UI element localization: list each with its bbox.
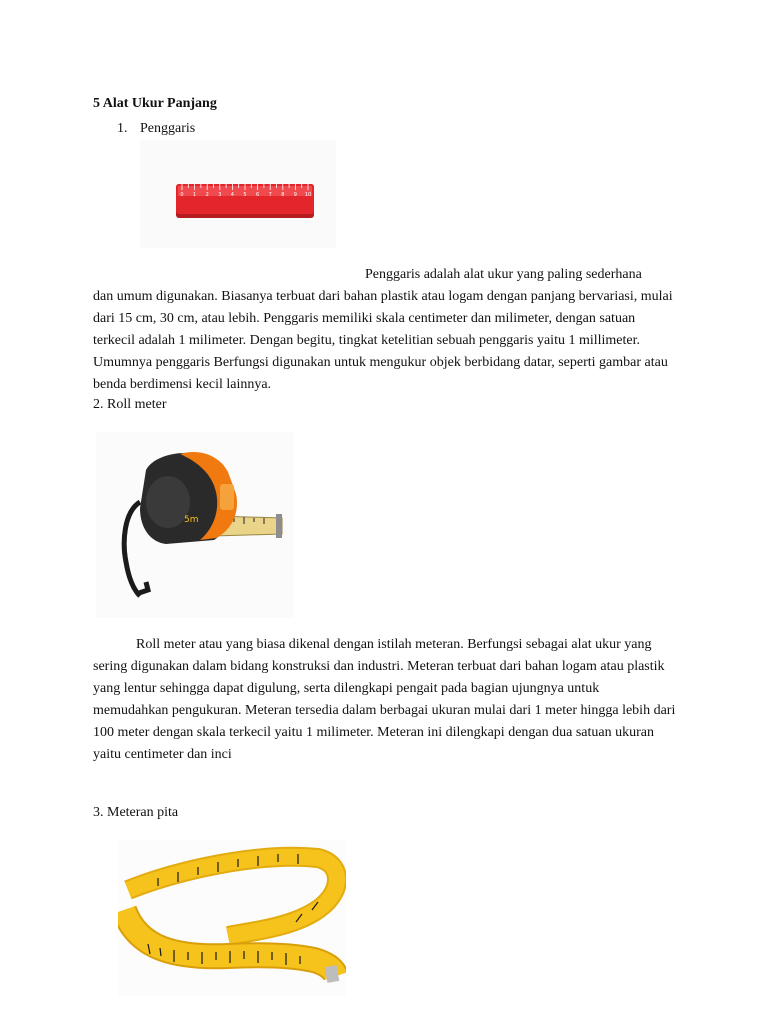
ruler-tick-label: 10 [304,192,312,198]
document-title: 5 Alat Ukur Panjang [93,96,217,111]
ruler-illustration [140,140,336,248]
section-1-paragraph-first-line: Penggaris adalah alat ukur yang paling sederhana [365,267,642,282]
tape-hook [276,514,282,538]
ruler-tick-label: 8 [281,192,285,198]
section-1-paragraph [93,264,676,396]
ruler-tick-label: 3 [218,192,222,198]
ruler-tick-label: 0 [180,192,184,198]
ruler-tick-label: 5 [243,192,247,198]
ruler-tick-label: 7 [268,192,272,198]
section-1-paragraph-rest: dan umum digunakan. Biasanya terbuat dari bahan plastik atau logam dengan panjang bervariasi, mulai dari 15 cm, 30 cm, atau lebih. Penggaris memiliki skala centimeter dan milimeter, dengan satuan terkecil adalah 1 milimeter. Dengan begitu, tingkat ketelitian sebuah penggaris yaitu 1 millimeter. Umumnya penggaris Berfungsi digunakan untuk mengukur objek berbidang datar, seperti gambar atau benda berdimensi kecil lainnya. [93,289,673,392]
measuring-tape-illustration [118,840,346,996]
ruler-tick-label: 1 [193,192,197,198]
ruler-tick-label: 4 [230,192,234,198]
section-2-paragraph: Roll meter atau yang biasa dikenal dengan istilah meteran. Berfungsi sebagai alat ukur yang sering digunakan dalam bidang konstruksi dan industri. Meteran terbuat dari bahan logam atau plastik yang lentur sehingga dapat digulung, serta dilengkapi pengait pada bagian ujungnya untuk memudahkan pengukuran. Meteran tersedia dalam berbagai ukuran mulai dari 1 meter hingga lebih dari 100 meter dengan skala terkecil yaitu 1 milimeter. Meteran ini dilengkapi dengan dua satuan ukuran yaitu centimeter dan inci [93,637,676,762]
section-1-number: 1. [117,121,128,136]
tape-case-label: 5m [184,515,199,525]
tape-lock-button [220,484,234,510]
section-2-heading: 2. Roll meter [93,397,167,412]
ruler-tick-label: 9 [293,192,297,198]
section-1-heading [117,121,195,137]
section-3-heading: 3. Meteran pita [93,805,179,820]
tape-measure-illustration [96,432,294,618]
section-1-title: Penggaris [140,121,196,136]
ruler-tick-label: 6 [256,192,260,198]
ruler-tick-label: 2 [205,192,209,198]
